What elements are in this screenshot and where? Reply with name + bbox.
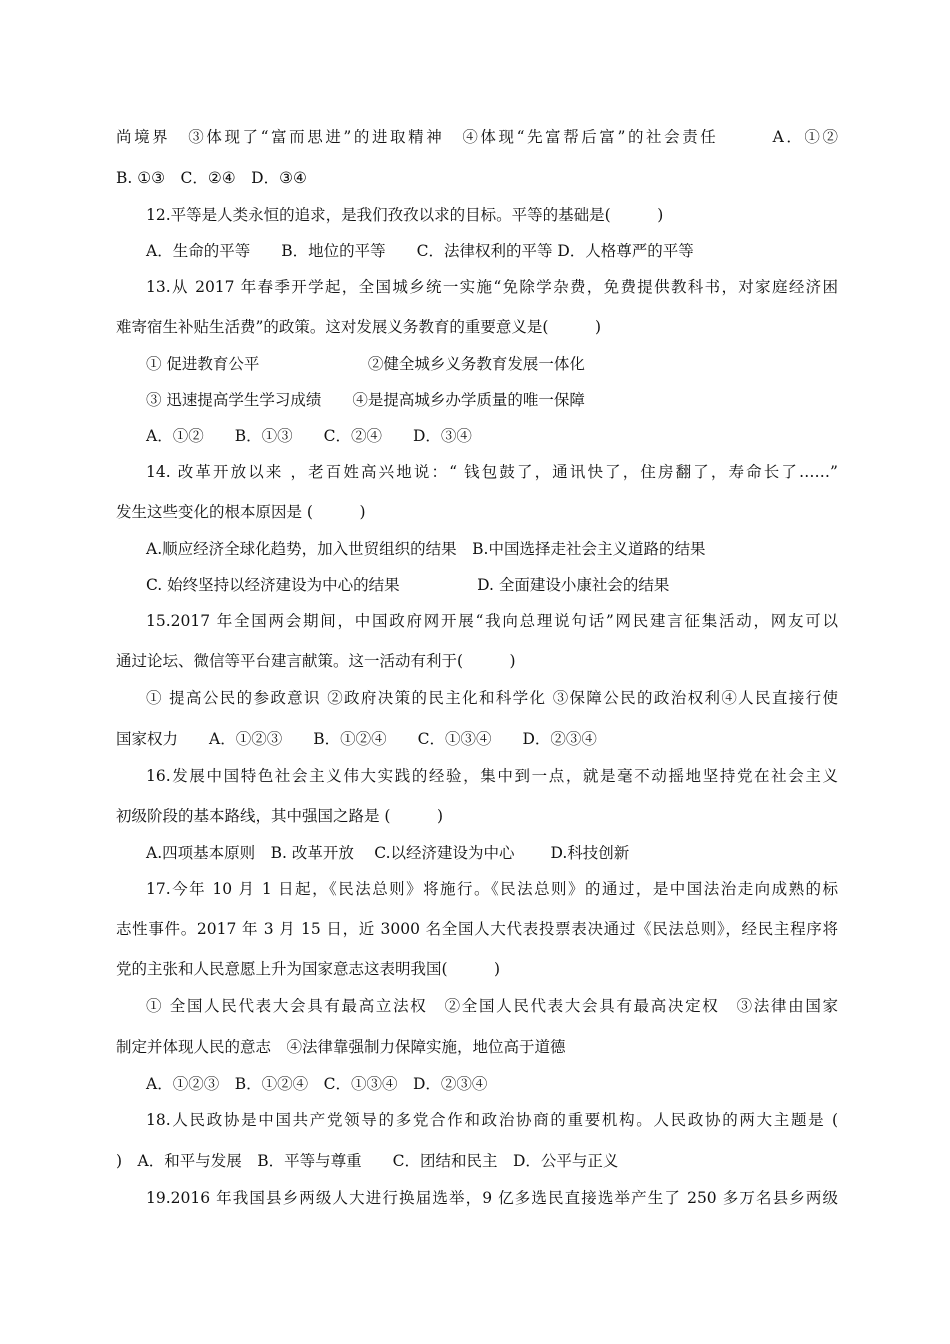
q17-stem-3: 党的主张和人民意愿上升为国家意志这表明我国( ) [116, 960, 501, 978]
q18-stem: 18.人民政协是中国共产党领导的多党合作和政治协商的重要机构。人民政协的两大主题是 ( [146, 1111, 838, 1129]
q13-options-2: ③ 迅速提高学生学习成绩 ④是提高城乡办学质量的唯一保障 [146, 391, 585, 409]
q14-stem-2: 发生这些变化的根本原因是 ( ) [116, 503, 366, 521]
q15-stem-1: 15.2017 年全国两会期间，中国政府网开展“我向总理说句话”网民建言征集活动，网友可以 [146, 612, 838, 630]
q14-options-1: A.顺应经济全球化趋势，加入世贸组织的结果 B.中国选择走社会主义道路的结果 [146, 540, 706, 558]
q15-options-1: ① 提高公民的参政意识 ②政府决策的民主化和科学化 ③保障公民的政治权利④人民直接行使 [146, 689, 838, 707]
q16-answers: A.四项基本原则 B. 改革开放 C.以经济建设为中心 D.科技创新 [146, 844, 630, 862]
q16-stem-2: 初级阶段的基本路线，其中强国之路是 ( ) [116, 807, 444, 825]
q11-answers: B. ①③ C．②④ D．③④ [116, 169, 307, 187]
q16-stem-1: 16.发展中国特色社会主义伟大实践的经验，集中到一点，就是毫不动摇地坚持党在社会主义 [146, 767, 838, 785]
q17-stem-2: 志性事件。2017 年 3 月 15 日，近 3000 名全国人大代表投票表决通过《民法总则》，经民主程序将 [116, 920, 838, 938]
q17-options-1: ① 全国人民代表大会具有最高立法权 ②全国人民代表大会具有最高决定权 ③法律由国家 [146, 997, 838, 1015]
q13-options-1: ① 促进教育公平 ②健全城乡义务教育发展一体化 [146, 355, 585, 373]
q12-answers: A．生命的平等 B．地位的平等 C．法律权利的平等 D．人格尊严的平等 [146, 242, 694, 260]
q18-answers: ) A．和平与发展 B．平等与尊重 C．团结和民主 D．公平与正义 [116, 1152, 619, 1170]
q12-stem: 12.平等是人类永恒的追求，是我们孜孜以求的目标。平等的基础是( ) [146, 206, 664, 224]
q11-options-line: 尚境界 ③体现了“富而思进”的进取精神 ④体现“先富帮后富”的社会责任 A．①② [116, 128, 838, 146]
q17-answers: A．①②③ B．①②④ C．①③④ D．②③④ [146, 1075, 488, 1093]
q14-options-2: C. 始终坚持以经济建设为中心的结果 D. 全面建设小康社会的结果 [146, 576, 670, 594]
q13-stem-2: 难寄宿生补贴生活费”的政策。这对发展义务教育的重要意义是( ) [116, 318, 602, 336]
q17-stem-1: 17.今年 10 月 1 日起，《民法总则》将施行。《民法总则》的通过，是中国法治走向成熟的标 [146, 880, 838, 898]
q19-stem-1: 19.2016 年我国县乡两级人大进行换届选举，9 亿多选民直接选举产生了 250 多万名县乡两级 [146, 1189, 838, 1207]
q14-stem-1: 14. 改革开放以来 ，老百姓高兴地说：“ 钱包鼓了，通讯快了，住房翻了，寿命长了……” [146, 463, 838, 481]
q15-stem-2: 通过论坛、微信等平台建言献策。这一活动有利于( ) [116, 652, 516, 670]
q17-options-2: 制定并体现人民的意志 ④法律靠强制力保障实施，地位高于道德 [116, 1038, 566, 1056]
q15-options-2: 国家权力 A．①②③ B．①②④ C．①③④ D．②③④ [116, 730, 597, 748]
q13-stem-1: 13.从 2017 年春季开学起，全国城乡统一实施“免除学杂费，免费提供教科书，对家庭经济困 [146, 278, 838, 296]
q13-answers: A．①② B．①③ C．②④ D．③④ [146, 427, 472, 445]
